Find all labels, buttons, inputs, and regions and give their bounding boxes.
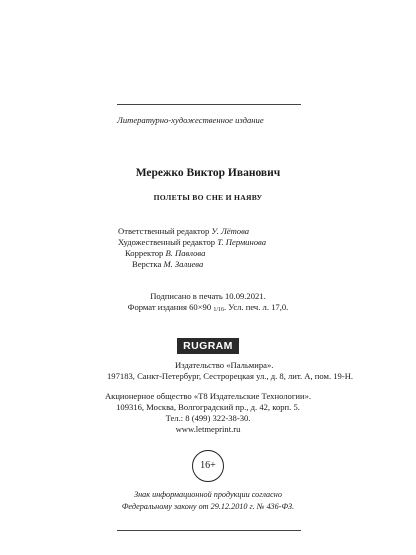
- credit-row: [125, 248, 325, 259]
- print-info: [0, 291, 416, 316]
- credit-row: [132, 259, 332, 270]
- age-rating-badge: 16+: [192, 450, 224, 482]
- credit-role: Ответственный редактор: [118, 226, 210, 236]
- top-divider: [117, 104, 301, 105]
- credit-role: Корректор: [125, 248, 164, 258]
- format-prefix: Формат издания 60×90: [127, 302, 212, 312]
- printer-name: Акционерное общество «Т8 Издательские Технологии».: [104, 391, 312, 401]
- age-rating-wrap: [0, 450, 416, 482]
- credit-role: Художественный редактор: [118, 237, 216, 247]
- age-note-line-1: Знак информационной продукции согласно: [134, 490, 282, 499]
- printer-website: www.letmeprint.ru: [175, 424, 241, 434]
- credit-name: М. Залиева: [163, 259, 204, 269]
- age-rating-note: [0, 489, 416, 512]
- credit-name: Т. Перминова: [217, 237, 266, 247]
- author-name: Мережко Виктор Иванович: [135, 167, 281, 179]
- printer-address: 109316, Москва, Волгоградский пр., д. 42, корп. 5.: [116, 402, 300, 412]
- age-note-line-2: Федеральному закону от 29.12.2010 г. № 436-ФЗ.: [121, 501, 295, 511]
- edition-type: Литературно-художественное издание: [117, 115, 264, 125]
- format-info: [0, 302, 416, 316]
- rugram-logo: RUGRAM: [177, 338, 239, 354]
- printer-info: [0, 391, 416, 435]
- format-suffix: . Усл. печ. л. 17,0.: [223, 302, 289, 312]
- publisher-info: [0, 360, 416, 382]
- publisher-name: Издательство «Пальмира».: [175, 360, 274, 370]
- format-fraction: 1/16: [213, 307, 224, 313]
- credit-row: [118, 226, 318, 237]
- bottom-divider: [117, 530, 301, 531]
- credit-role: Верстка: [132, 259, 162, 269]
- publisher-logo-wrap: [0, 336, 416, 354]
- credit-name: В. Павлова: [165, 248, 206, 258]
- credits-list: [0, 226, 266, 270]
- book-title: ПОЛЕТЫ ВО СНЕ И НАЯВУ: [153, 193, 263, 202]
- printer-phone: Тел.: 8 (499) 322-38-30.: [165, 413, 251, 423]
- credit-row: [118, 237, 318, 248]
- credit-name: У. Лётова: [211, 226, 250, 236]
- signed-for-print: Подписано в печать 10.09.2021.: [150, 291, 266, 301]
- publisher-address: 197183, Санкт-Петербург, Сестрорецкая ул., д. 8, лит. А, пом. 19-Н.: [107, 371, 354, 381]
